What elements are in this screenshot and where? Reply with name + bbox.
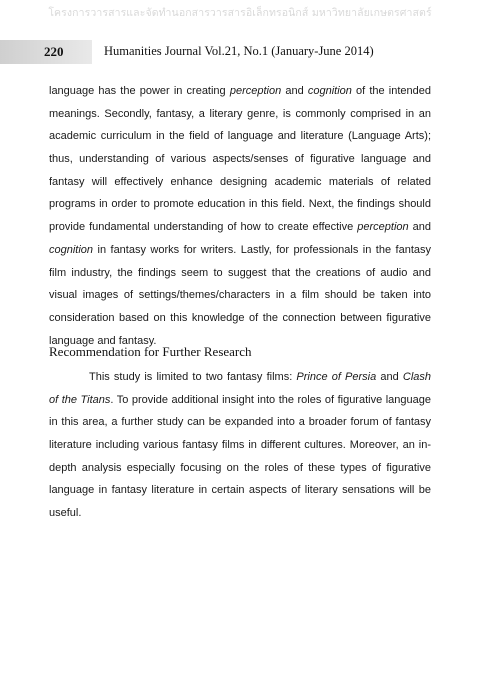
text-run: and: [408, 221, 431, 234]
text-run: and: [376, 371, 403, 383]
text-line: academic curriculum in the field of language and literature (Language Arts);: [49, 130, 431, 143]
text-line: depth analysis especially focusing on the roles of these types of figurative: [49, 461, 431, 474]
paragraph-further-research: [49, 366, 431, 525]
text-run: and: [281, 85, 308, 97]
text-line: language in fantasy literature in certain aspects of literary sensations will be: [49, 484, 431, 497]
text-line: useful.: [49, 507, 82, 520]
italic-term: perception: [357, 221, 409, 234]
text-line: consideration based on this knowledge of the connection between figurative: [49, 311, 431, 324]
italic-term: of the Titans: [49, 393, 111, 406]
text-run: of the intended: [351, 85, 432, 97]
italic-term: cognition: [49, 243, 94, 256]
section-heading: Recommendation for Further Research: [49, 344, 252, 359]
italic-term: Prince of Persia: [296, 371, 377, 383]
text-run: provide fundamental understanding of how to create effective: [49, 221, 358, 234]
journal-title: Humanities Journal Vol.21, No.1 (January-June 2014): [104, 44, 374, 58]
watermark: โครงการวารสารและจัดทำนอกสารวารสารอิเล็กทรอนิกส์ มหาวิทยาลัยเกษตรศาสตร์: [48, 7, 432, 19]
text-line: film industry, the findings seem to suggest that the creations of audio and: [49, 266, 431, 279]
text-run: language has the power in creating: [49, 85, 230, 97]
text-line: [49, 80, 431, 103]
text-run: . To provide additional insight into the roles of figurative language: [110, 393, 431, 406]
text-line: [49, 366, 431, 389]
italic-term: cognition: [307, 85, 352, 97]
text-line: fantasy will effectively enhance designing academic materials of related: [49, 175, 431, 188]
text-line: thus, understanding of various aspects/senses of figurative language and: [49, 153, 431, 166]
text-run: This study is limited to two fantasy films:: [89, 371, 297, 383]
italic-term: perception: [229, 85, 282, 97]
text-line: language and fantasy.: [49, 334, 157, 347]
text-line: [49, 216, 431, 239]
text-line: programs in order to promote education in this field. Next, the findings should: [49, 198, 431, 211]
page-number: 220: [44, 44, 64, 59]
page-header: [0, 40, 480, 64]
page-number-box: [0, 40, 92, 64]
italic-term: Clash: [402, 371, 431, 383]
text-run: in fantasy works for writers. Lastly, for professionals in the fantasy: [93, 243, 431, 256]
text-line: meanings. Secondly, fantasy, a literary genre, is commonly comprised in an: [49, 107, 431, 120]
text-line: [49, 389, 431, 412]
text-line: [49, 239, 431, 262]
paragraph-implications: [49, 80, 431, 352]
text-line: literature including various fantasy films in different cultures. Moreover, an in-: [49, 439, 431, 452]
text-line: visual images of settings/themes/characters in a film should be taken into: [49, 289, 431, 302]
text-line: in this area, a further study can be expanded into a broader forum of fantasy: [49, 416, 431, 429]
